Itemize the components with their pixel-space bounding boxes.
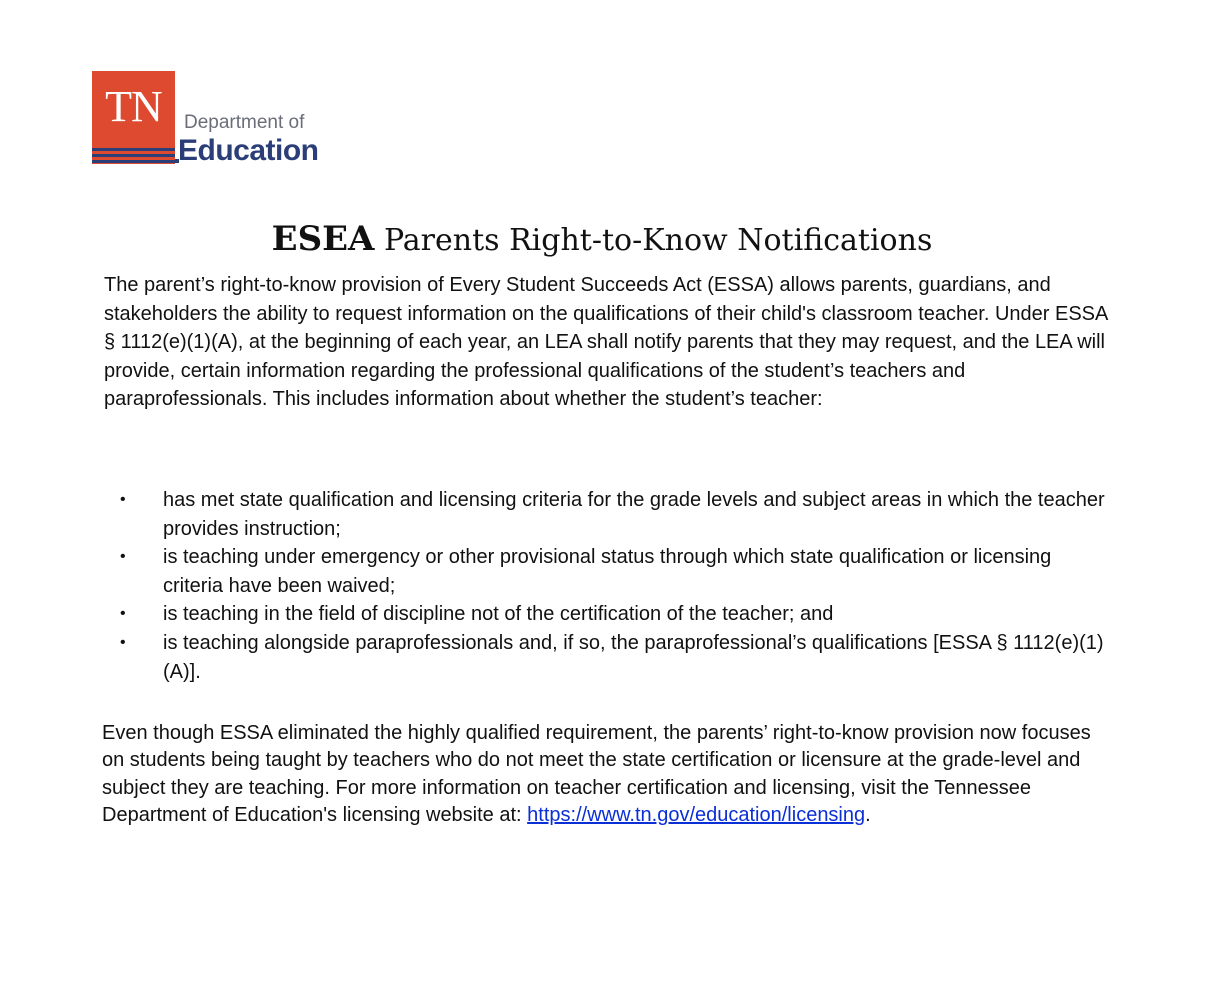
bullet-icon: •	[120, 491, 126, 508]
qualification-list	[120, 486, 1110, 686]
list-item-text: has met state qualification and licensing criteria for the grade levels and subject areas in which the teacher provides instruction;	[163, 489, 1105, 540]
bullet-icon: •	[120, 633, 126, 651]
intro-paragraph: The parent’s right-to-know provision of Every Student Succeeds Act (ESSA) allows parents, guardians, and stakeholders the ability to request information on the qualifications of their child's classroom teacher. Under ESSA § 1112(e)(1)(A), at the beginning of each year, an LEA shall notify parents that they may request, and the LEA will provide, certain information regarding the professional qualifications of the student’s teachers and paraprofessionals. This includes information about whether the student’s teacher:	[104, 274, 1108, 411]
list-item	[120, 543, 1110, 600]
list-item	[120, 486, 1110, 543]
logo-tn-mark: TN	[105, 82, 162, 131]
logo-stripes	[92, 148, 175, 164]
list-item	[120, 600, 1110, 629]
logo-stripe	[92, 148, 175, 151]
licensing-link[interactable]: https://www.tn.gov/education/licensing	[527, 804, 866, 827]
list-item-text: is teaching alongside paraprofessionals and, if so, the paraprofessional’s qualifications [ESSA § 1112(e)(1)(A)].	[163, 631, 1104, 683]
closing-paragraph	[102, 720, 1102, 830]
page-title	[0, 217, 1204, 263]
bullet-icon: •	[120, 548, 126, 566]
tn-doe-logo	[92, 71, 332, 167]
closing-text: Even though ESSA eliminated the highly qualified requirement, the parents’ right-to-know provision now focuses on students being taught by teachers who do not meet the state certification or licensure at the grade-level and subject they are teaching. For more information on teacher certification and licensing, visit the Tennessee Department of Education's licensing website at:	[102, 722, 1091, 827]
logo-red-box	[92, 71, 175, 164]
title-acronym: ESEA	[271, 219, 375, 259]
closing-period: .	[865, 804, 871, 827]
list-item	[120, 629, 1110, 686]
logo-stripe	[92, 160, 175, 163]
logo-department-text: Department of	[184, 112, 305, 133]
title-rest: Parents Right-to-Know Notifications	[374, 223, 933, 258]
list-item-text: is teaching in the field of discipline not of the certification of the teacher; and	[163, 603, 834, 626]
list-item-text: is teaching under emergency or other provisional status through which state qualification or licensing criteria have been waived;	[163, 546, 1052, 597]
bullet-icon: •	[120, 605, 126, 623]
logo-stripe	[92, 154, 175, 157]
logo-education-text: Education	[178, 134, 319, 167]
